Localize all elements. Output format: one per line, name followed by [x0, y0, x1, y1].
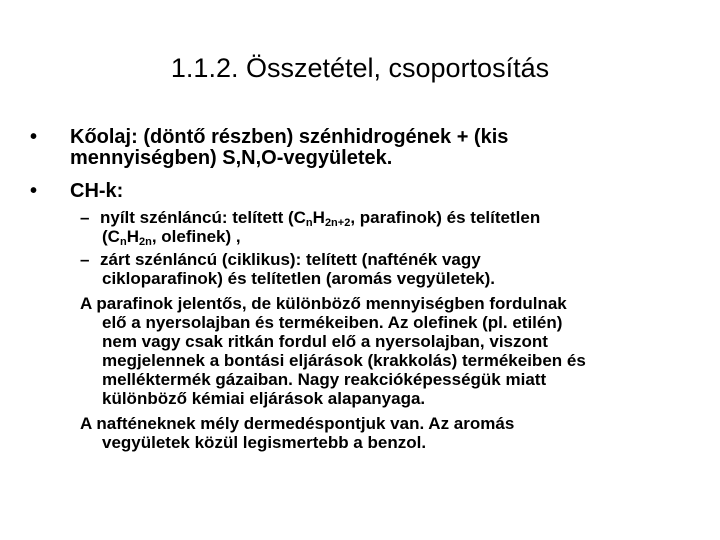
text-segment: nyílt szénláncú: telített (C [100, 208, 306, 227]
dash-marker: – [80, 208, 90, 227]
subscript: 2n [138, 236, 152, 248]
sub-item-line2: cikloparafinok) és telítetlen (aromás vegyületek). [102, 269, 496, 288]
subscript: n [305, 217, 313, 229]
bullet-marker: • [30, 180, 38, 202]
paragraph-parafins [80, 294, 680, 408]
text-segment: (C [102, 227, 120, 246]
paragraph-line: elő a nyersolajban és termékeiben. Az olefinek (pl. etilén) [102, 313, 563, 332]
bullet-text-line1: Kőolaj: (döntő részben) szénhidrogének + (kis [70, 126, 509, 148]
paragraph-line: különböző kémiai eljárások alapanyaga. [102, 389, 426, 408]
paragraph-line: megjelennek a bontási eljárások (krakkolás) termékeiben és [102, 351, 586, 370]
bullet-marker: • [30, 126, 38, 148]
bullet-item-crude-oil [30, 127, 690, 169]
sub-item-closed-chain [80, 250, 690, 288]
text-segment: , parafinok) és telítetlen [350, 208, 541, 227]
paragraph-line: melléktermék gázaiban. Nagy reakcióképességük miatt [102, 370, 547, 389]
subscript: n [119, 236, 127, 248]
bullet-text: CH-k: [70, 180, 124, 202]
subscript: 2n+2 [324, 217, 351, 229]
paragraph-line: vegyületek közül legismertebb a benzol. [102, 433, 427, 452]
bullet-item-ch [30, 181, 690, 202]
text-segment: H [312, 208, 325, 227]
text-segment: H [126, 227, 139, 246]
bullet-text-line2: mennyiségben) S,N,O-vegyületek. [70, 147, 393, 169]
dash-marker: – [80, 250, 90, 269]
text-segment: , olefinek) , [151, 227, 241, 246]
paragraph-line: nem vagy csak ritkán fordul elő a nyersolajban, viszont [102, 332, 548, 351]
sub-item-line2 [102, 227, 690, 246]
sub-item-line1: zárt szénláncú (ciklikus): telített (nafténék vagy [100, 250, 481, 269]
paragraph-first-line: A nafténeknek mély dermedéspontjuk van. Az aromás [80, 414, 515, 433]
paragraph-first-line: A parafinok jelentős, de különböző mennyiségben fordulnak [80, 294, 567, 313]
slide-title: 1.1.2. Összetétel, csoportosítás [170, 53, 550, 83]
paragraph-naphthenes [80, 414, 680, 452]
sub-item-open-chain [80, 208, 690, 246]
sub-item-line1 [100, 208, 690, 227]
